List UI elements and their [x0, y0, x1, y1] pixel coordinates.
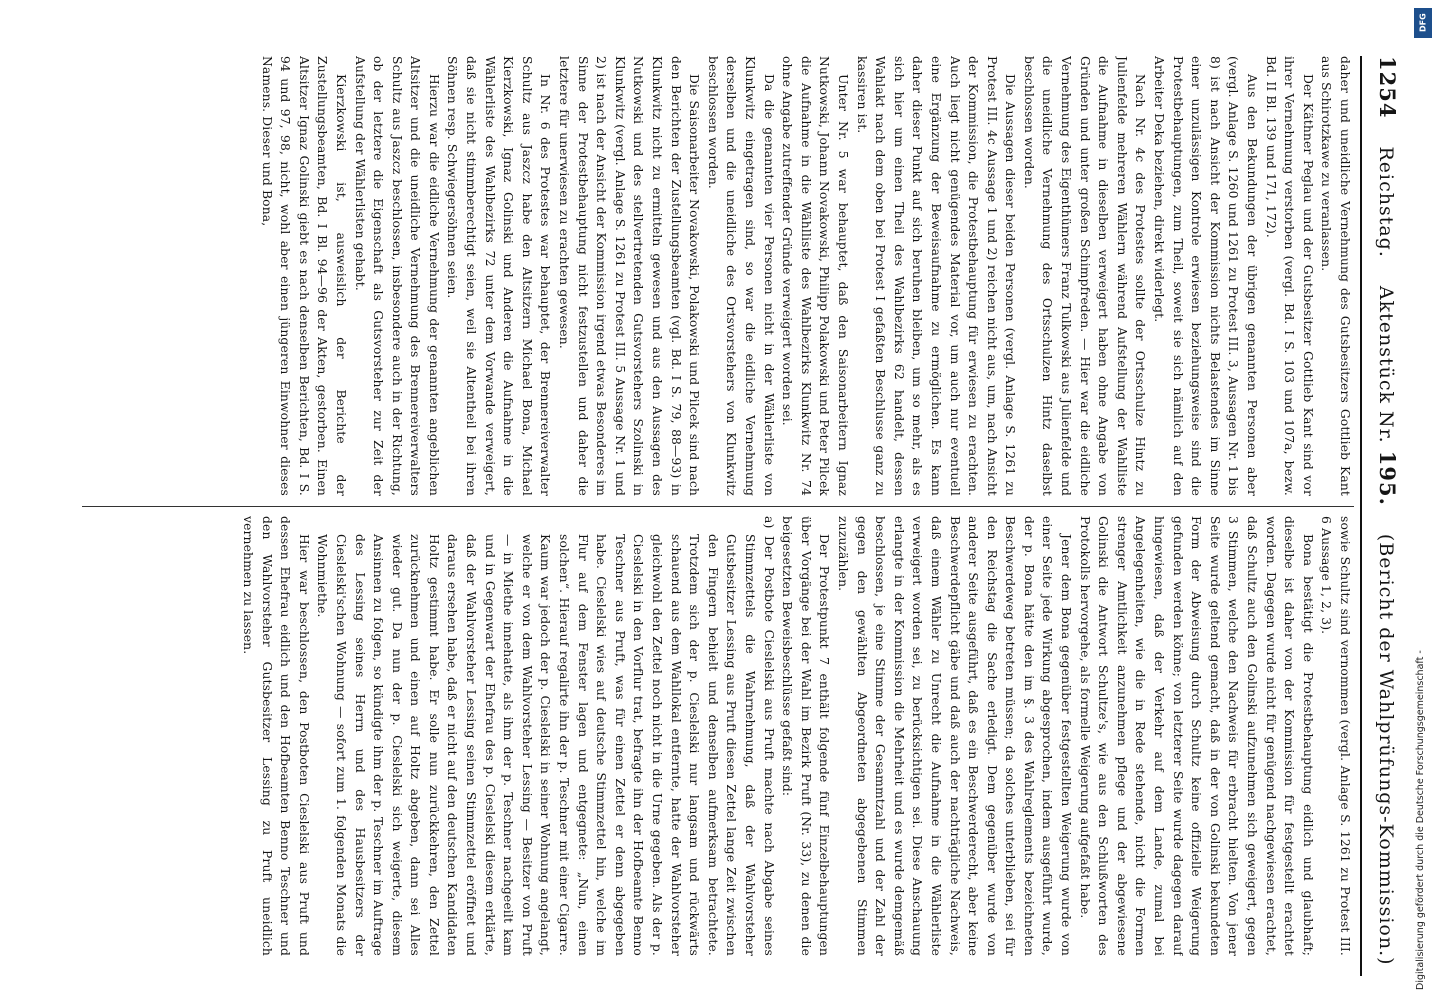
- document-number: 195.: [1375, 450, 1400, 506]
- right-column: [82, 516, 1354, 956]
- paragraph: Bona bestätigt die Protestbehauptung eidlich und glaubhaft; dieselbe ist daher von der Kommission für festgestellt erachtet worden. Dagegen wurde nicht für genügend nachgewiesen erachtet, daß Schultz auch den Golinski aufzunehmen sich geweigert, gegen 3 Stimmen, welche den Nachweis für erbracht hielten. Von jener Seite wurde geltend gemacht, daß in der von Golinski bekundeten Form der Abweisung durch Schultz keine offizielle Weigerung gefunden werden könne; von letzterer Seite wurde dagegen darauf hingewiesen, daß der Verkehr auf dem Lande, zumal bei Angelegenheiten, wie die in Rede stehende, nicht die Formen strenger Amtlichkeit anzunehmen pflege und der abgewiesene Golinski die Antwort Schultze's, wie aus den Schlußworten des Protokolls hervorgehe, als formelle Weigerung aufgefaßt habe.: [1077, 516, 1315, 956]
- paragraph: Kierzkowski ist, ausweislich der Berichte der Zustellungsbeamten, Bd. I Bl. 94—96 der Akten, gestorben. Einen Altsitzer Ignaz Golinski giebt es nach denselben Berichten, Bd. I S. 94 und 97, 98, nicht, wohl aber einen jüngeren Einwohner dieses Namens. Dieser und Bona,: [259, 56, 348, 496]
- dfg-logo: DFG: [1414, 8, 1432, 38]
- column-divider: [82, 506, 1354, 507]
- paragraph: Der Käthner Peglau und der Gutsbesitzer Gottlieb Kant sind vor ihrer Vernehmung verstorben (vergl. Bd. I S. 103 und 107a, bezw. Bd. II Bl. 139 und 171, 172).: [1263, 56, 1315, 496]
- paragraph: Jener dem Bona gegenüber festgestellten Weigerung wurde von einer Seite jede Wirkung abgesprochen, indem ausgeführt wurde, der p. Bona hätte den im §. 3 des Wahlreglements bezeichneten Beschwerdeweg betreten müssen; da solches unterblieben, sei für den Reichstag die Sache erledigt. Dem gegenüber wurde von anderer Seite ausgeführt, daß es ein Beschwerderecht, aber keine Beschwerdepflicht gäbe und daß auch der nachträgliche Nachweis, daß einem Wähler zu Unrecht die Aufnahme in die Wählerliste verweigert worden sei, zu berücksichtigen sei. Diese Anschauung erlangte in der Kommission die Mehrheit und es wurde demgemäß beschlossen, je eine Stimme der Gesammtzahl und der Zahl der gegen den gewählten Abgeordneten abgegebenen Stimmen zuzuzählen.: [835, 516, 1074, 956]
- paragraph: daher und uneidliche Vernehmung des Gutsbesitzers Gottlieb Kant aus Schirotzkawe zu veranlassen.: [1319, 56, 1352, 496]
- digitization-note-text: Digitalisierung gefördert durch die Deutsche Forschungsgemeinschaft -: [1415, 650, 1426, 990]
- paragraph: Aus den Bekundungen der übrigen genannten Personen aber (vergl. Anlage S. 1260 und 1261 zu Protest III. 3, Aussagen Nr. 1 bis 8) ist nach Ansicht der Kommission nichts Belastendes im Sinne einer unzulässigen Kontrole erwiesen beziehungsweise sind die Protestbehauptungen, zum Theil, soweit sie sich nämlich auf den Arbeiter Deka beziehen, direkt widerlegt.: [1152, 56, 1260, 496]
- paragraph: sowie Schultz sind vernommen (vergl. Anlage S. 1261 zu Protest III. 6 Aussage 1, 2, 3).: [1319, 516, 1352, 956]
- document-page: [68, 56, 1400, 976]
- paragraph: Hier war beschlossen, den Postboten Cieslelski aus Pruft und dessen Ehefrau eidlich und den Hofbeamten Benno Teschner und den Wahlvorsteher Gutsbesitzer Lessing zu Pruft uneidlich vernehmen zu lassen.: [240, 516, 311, 956]
- header-middle: Aktenstück Nr.: [1375, 285, 1397, 444]
- paragraph: Der Protestpunkt 7 enthält folgende fünf Einzelbehauptungen über Vorgänge bei der Wahl im Bezirk Pruft (Nr. 33), zu denen die beigesetzten Beweisbeschlüsse gefaßt sind:: [780, 516, 832, 956]
- paragraph: Da die genannten vier Personen nicht in der Wählerliste von Klunkwitz eingetragen sind, so war die eidliche Vernehmung derselben und die uneidliche des Ortsvorstehers von Klunkwitz beschlossen worden.: [705, 56, 776, 496]
- header-right: (Bericht der Wahlprüfungs-Kommission.): [1375, 533, 1397, 966]
- page-header: [1366, 56, 1400, 976]
- header-left: Reichstag.: [1375, 146, 1397, 258]
- header-title: [1375, 286, 1400, 506]
- paragraph: Die Saisonarbeiter Novakowski, Polakowski und Pilcek sind nach den Berichten der Zustellungsbeamten (vgl. Bd. I S. 79, 88—93) in Klunkwitz nicht zu ermitteln gewesen und aus den Aussagen des Nutkowski und des stellvertretenden Gutsvorstehers Szolinski in Klunkwitz (vergl. Anlage S. 1261 zu Protest III. 5 Aussage Nr. 1 und 2) ist nach der Ansicht der Kommission irgend etwas Besonderes im Sinne der Protestbehauptung nicht festzustellen und daher die letztere für unerwiesen zu erachten gewesen.: [557, 56, 702, 496]
- header-rule: [1360, 56, 1362, 976]
- paragraph: Hierzu war die eidliche Vernehmung der genannten angeblichen Altsitzer und die uneidliche Vernehmung des Brennereiverwalters Schultz aus Jaszcz beschlossen, insbesondere auch in der Richtung, ob der letztere die Eigenschaft als Gutsvorsteher zur Zeit der Aufstellung der Wählerlisten gehabt.: [352, 56, 441, 496]
- left-column: [82, 56, 1354, 496]
- paragraph: Nach Nr. 4c des Protestes sollte der Ortsschulze Hintz zu Julienfelde mehreren Wählern während Aufstellung der Wahlliste die Aufnahme in dieselben verweigert haben ohne Angabe von Gründen und unter großen Schimpfreden. — Hier war die eidliche Vernehmung des Eigenthümers Franz Tulkowski aus Julienfelde und die uneidliche Vernehmung des Ortsschulzen Hintz daselbst beschlossen worden.: [1021, 56, 1148, 496]
- paragraph: Die Aussagen dieser beiden Personen (vergl. Anlage S. 1261 zu Protest III. 4c Aussage 1 und 2) reichen nicht aus, um, nach Ansicht der Kommission, die Protestbehauptung für erwiesen zu erachten. Auch liegt nicht genügendes Material vor, um auch nur eventuell eine Ergänzung der Beweisaufnahme zu ermöglichen. Es kann daher dieser Punkt auf sich beruhen bleiben, um so mehr, als es sich hier um einen Theil des Wahlbezirks 62 handelt, dessen Wahlakt nach dem oben bei Protest I gefaßten Beschlusse ganz zu kassiren ist.: [854, 56, 1018, 496]
- paragraph: Unter Nr. 5 war behauptet, daß den Saisonarbeitern Ignaz Nutkowski, Johann Novakowski, Philipp Polakowski und Peter Pilcek die Aufnahme in die Wählliste des Wahlbezirks Klunkwitz Nr. 74 ohne Angabe zutreffender Gründe verweigert worden sei.: [780, 56, 850, 496]
- list-item: a) Der Postbote Cieslelski aus Pruft machte nach Abgabe seines Stimmzettels die Wahrnehmung, daß der Wahlvorsteher Gutsbesitzer Lessing aus Pruft diesen Zettel lange Zeit zwischen den Fingern behielt und denselben aufmerksam betrachtete. Trotzdem sich der p. Cieslelski nur langsam und rückwärts schauend aus dem Wahllokal entfernte, hatte der Wahlvorsteher gleichwohl den Zettel noch nicht in die Urne gegeben. Als der p. Cieslelski in den Vorflur trat, befragte ihn der Hofbeamte Benno Teschner aus Pruft, was für einen Zettel er denn abgegeben habe. Cieslelski wies auf deutsche Stimmzettel hin, welche im Flur auf dem Fenster lagen und entgegnete: „Nun, einen solchen“. Hierauf regalirte ihn der p. Teschner mit einer Cigarre. Kaum war jedoch der p. Cieslelski in seiner Wohnung angelangt, welche er von dem Wahlvorsteher Lessing — Besitzer von Pruft — in Miethe innehatte, als ihm der p. Teschner nachgeeilt kam und in Gegenwart der Ehefrau des p. Cieslelski diesem erklärte, daß der Wahlvorsteher Lessing seinen Stimmzettel eröffnet und daraus ersehen habe, daß er nicht auf den deutschen Kandidaten Holtz gestimmt habe. Er solle nun zurückkehren, den Zettel zurücknehmen und einen auf Holtz abgeben, dann sei Alles wieder gut. Da nun der p. Cieslelski sich weigerte, diesem Ansinnen zu folgen, so kündigte ihm der p. Teschner im Auftrage des Lessing seines Herrn und des Hausbesitzers der Cieslelski'schen Wohnung — sofort zum 1. folgenden Monats die Wohnmiethe.: [315, 516, 776, 956]
- page-number: 1254: [1375, 56, 1400, 119]
- paragraph: In Nr. 6 des Protestes war behauptet, der Brennereiverwalter Schultz aus Jaszcz habe den Altsitzern Michael Bona, Michael Kierzkowski, Ignaz Golinski und Anderen die Aufnahme in die Wählerliste des Wahlbezirks 72 unter dem Vorwande verweigert, daß sie nicht stimmberechtigt seien, weil sie Altentheil bei ihren Söhnen resp. Schwiegersöhnen seien.: [445, 56, 553, 496]
- digitization-note: [1412, 10, 1434, 990]
